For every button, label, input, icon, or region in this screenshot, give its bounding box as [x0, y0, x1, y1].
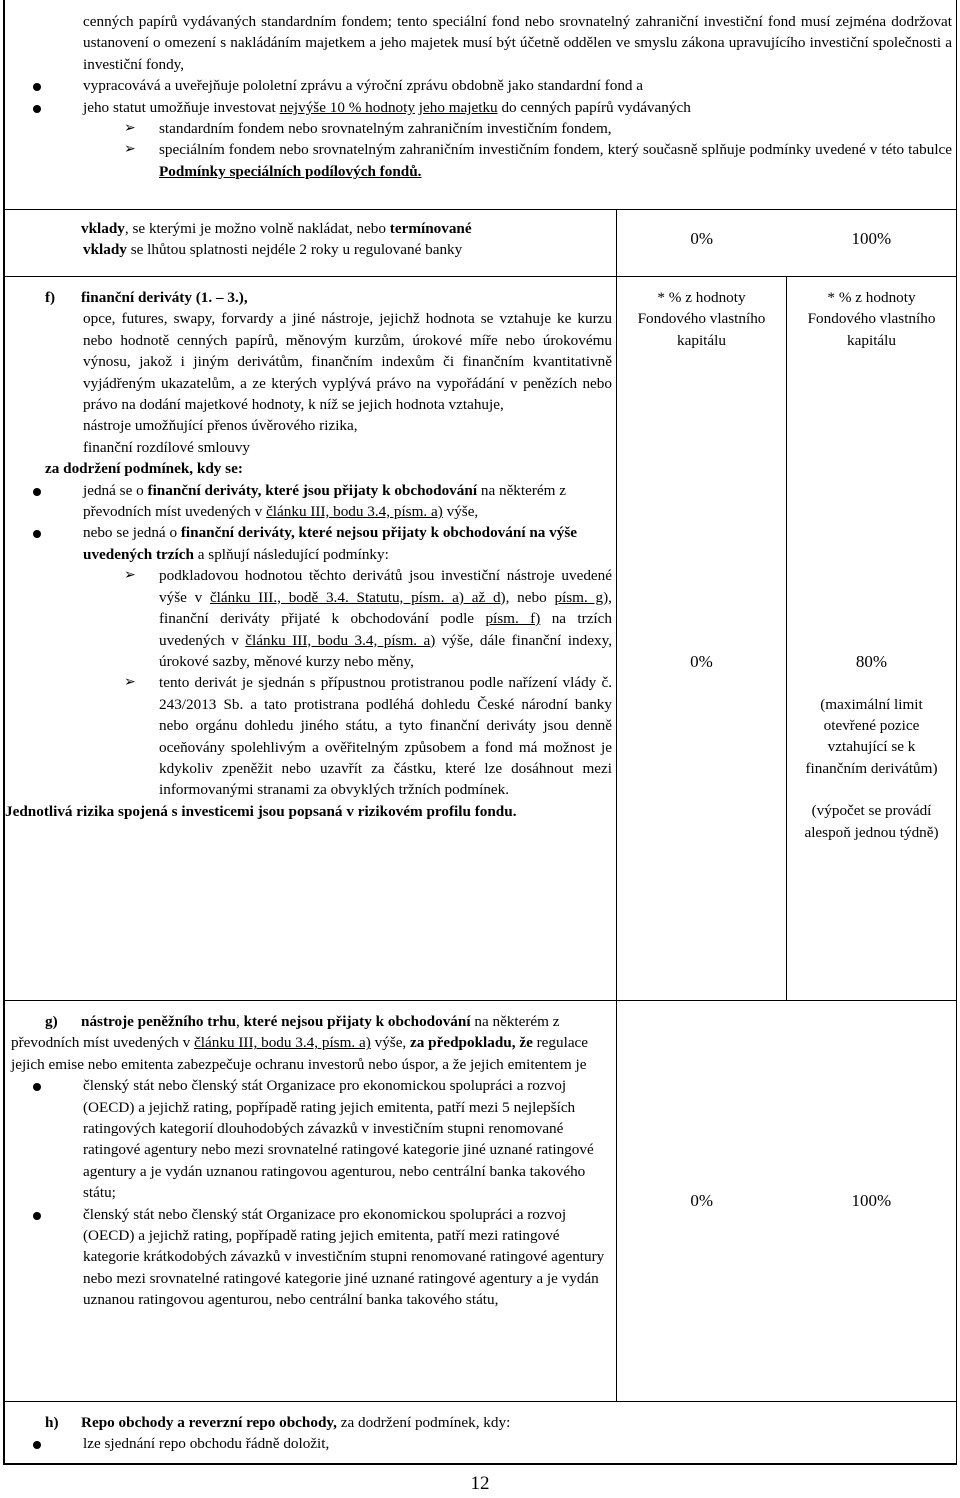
article-link[interactable]: písm. g), [554, 588, 612, 606]
list-item: nástroje umožňující přenos úvěrového rizika, [83, 417, 358, 435]
list-item: opce, futures, swapy, forvardy a jiné nástroje, jejichž hodnota se vztahuje ke kurzu nebo hodnotě cenných papírů, měnovým kurzům, úrokové míře nebo úrokovému výnosu, jakož i jiným derivátům, finančním indexům či finančním kvantitativně vyjádřeným ukazatelům, a ze kterých vyplývá právo na vypořádání v penězích nebo právo na dodání majetkové hodnoty, k níž se jejich hodnota vztahuje, [83, 310, 612, 414]
limit-min: 0% [690, 229, 714, 248]
special-funds-link[interactable]: Podmínky speciálních podílových fondů. [159, 162, 422, 180]
row-f-max-limit [787, 277, 957, 1001]
condition-bullets [11, 480, 612, 566]
arrow-bullet-icon: ➢ [124, 567, 136, 584]
row-h-description: h) Repo obchody a reverzní repo obchody, za dodržení podmínek, kdy: lze sjednání repo obchodu řádně doložit, [5, 1402, 957, 1464]
continuation-cell [5, 0, 957, 210]
list-item: ➢ standardním fondem nebo srovnatelným zahraničním investičním fondem, [124, 120, 612, 138]
limit-min: 0% [690, 1191, 714, 1211]
row-f-min-limit [617, 277, 787, 1001]
continuation-arrows [11, 118, 952, 182]
article-link[interactable]: písm. f) [485, 610, 541, 628]
underlined-reference: jeho majetku [418, 98, 498, 116]
list-item: členský stát nebo členský stát Organizace pro ekonomickou spolupráci a rozvoj (OECD) a jejichž rating, popřípadě rating jejich emitenta, patří mezi ratingové kategorie krátkodobých závazků v investičním stupni renomované ratingové agentury nebo mezi srovnatelné ratingové kategorie jiné uznané ratingové agentury a je vydán uznanou ratingovou agenturou, nebo centrální banka takového státu, [11, 1204, 612, 1311]
list-item: lze sjednání repo obchodu řádně doložit, [11, 1433, 952, 1454]
underlined-reference: nejvýše 10 % hodnoty [279, 98, 415, 116]
row-g-limits [617, 1001, 957, 1402]
limits-table [4, 0, 957, 1464]
bullet-icon [33, 83, 41, 91]
row-label [11, 218, 81, 239]
article-link[interactable]: článku III, bodu 3.4, písm. a) [194, 1034, 371, 1052]
bullet-icon [33, 1441, 41, 1449]
limits-table-frame [3, 0, 957, 1465]
continuation-bullets [11, 75, 952, 118]
bullet-icon [33, 530, 41, 538]
list-item: ➢ tento derivát je sjednán s přípustnou protistranou podle nařízení vlády č. 243/2013 Sb. a tato protistrana podléhá dohledu České národní banky nebo orgánu dohledu jiného státu, a tyto finanční deriváty jsou denně oceňovány spolehlivým a ověřitelným způsobem a fond má možnost je kdykoliv zpeněžit nebo uzavřít za částku, které lze dosáhnout mezi informovanými stranami za obvyklých tržních podmínek. [124, 674, 612, 799]
issuer-bullets [11, 1075, 612, 1310]
article-link[interactable]: článku III., bodě 3.4. Statutu, písm. a) až d), [209, 588, 510, 606]
bullet-icon [33, 1083, 41, 1091]
limit-note: * % z hodnoty Fondového vlastního kapitálu [637, 289, 766, 349]
list-item: vypracovává a uveřejňuje pololetní zprávu a výroční zprávu obdobně jako standardní fond a [11, 75, 952, 96]
row-label: f) [45, 289, 56, 306]
condition-arrows [11, 565, 612, 800]
list-item: finanční rozdílové smlouvy [83, 438, 251, 456]
limit-max: 100% [851, 1191, 892, 1211]
row-h [5, 1402, 957, 1464]
list-item: členský stát nebo členský stát Organizace pro ekonomickou spolupráci a rozvoj (OECD) a jejichž rating, popřípadě rating jejich emitenta, patří mezi 5 nejlepších ratingových kategorií dlouhodobých závazků v investičním stupni renomované ratingové agentury nebo mezi srovnatelné ratingové kategorie jiné uznané ratingové agentury a je vydán uznanou ratingovou agenturou, nebo centrální banka takového státu; [11, 1075, 612, 1203]
arrow-bullet-icon: ➢ [124, 141, 136, 158]
page-number: 12 [470, 1473, 490, 1494]
limit-max: 100% [851, 229, 892, 248]
list-item: jeho statut umožňuje investovat nejvýše 10 % hodnoty jeho majetku do cenných papírů vydávaných [11, 97, 952, 118]
condition-heading: za dodržení podmínek, kdy se: [45, 460, 243, 478]
limit-max: 80% [855, 652, 888, 672]
limit-min: 0% [690, 652, 713, 672]
limit-note: (maximální limit otevřené pozice vztahující se k finančním derivátům) [805, 695, 938, 777]
limit-note: (výpočet se provádí alespoň jednou týdně) [804, 802, 939, 841]
row-g [5, 1001, 957, 1402]
arrow-bullet-icon: ➢ [124, 120, 136, 137]
article-link[interactable]: článku III, bodu 3.4, písm. a) [245, 631, 436, 649]
row-f-description [5, 277, 617, 1001]
row-e [5, 210, 957, 277]
row-e-description: vklady, se kterými je možno volně nakládat, nebo termínované vklady se lhůtou splatnosti nejdéle 2 roky u regulované banky [5, 210, 617, 277]
limit-note: * % z hodnoty Fondového vlastního kapitálu [807, 289, 936, 349]
bullet-icon [33, 488, 41, 496]
bullet-icon [33, 105, 41, 113]
list-item: ➢ speciálním fondem nebo srovnatelným zahraničním investičním fondem, který současně splňuje podmínky uvedené v této tabulce Podmínky speciálních podílových fondů. [124, 141, 953, 180]
row-g-description: g) nástroje peněžního trhu, které nejsou přijaty k obchodování na některém z převodních míst uvedených v článku III, bodu 3.4, písm. a) výše, za předpokladu, že regulace jejich emise nebo emitenta zabezpečuje ochranu investorů nebo úspor, a že jejich emitentem je členský stát nebo členský stát Organizace pro ekonomickou spolupráci a rozvoj (OECD) a jejichž rating, popřípadě rating jejich emitenta, patří mezi 5 nejlepších ratingových kategorií dlouhodobých závazků v investičním stupni renomované ratingové agentury nebo mezi srovnatelné ratingové kategorie jiné uznané ratingové agentury a je vydán uznanou ratingovou agenturou, nebo centrální banka takového státu; členský stát nebo členský stát Organizace pro ekonomickou spolupráci a rozvoj (OECD) a jejichž rating, popřípadě rating jejich emitenta, patří mezi ratingové kategorie krátkodobých závazků v investičním stupni renomované ratingové agentury nebo mezi srovnatelné ratingové kategorie jiné uznané ratingové agentury a je vydán uznanou ratingovou agenturou, nebo centrální banka takového státu, [5, 1001, 617, 1402]
list-item: nebo se jedná o finanční deriváty, které nejsou přijaty k obchodování na výše uvedených trzích a splňují následující podmínky: [11, 522, 612, 565]
article-link[interactable]: článku III, bodu 3.4, písm. a) [266, 503, 443, 521]
list-item: jedná se o finanční deriváty, které jsou přijaty k obchodování na některém z převodních míst uvedených v článku III, bodu 3.4, písm. a) výše, [11, 480, 612, 523]
row-label: h) [45, 1414, 59, 1431]
row-f [5, 277, 957, 1001]
row-title: finanční deriváty (1. – 3.), [81, 289, 248, 306]
continuation-paragraph: cenných papírů vydávaných standardním fondem; tento speciální fond nebo srovnatelný zahraniční investiční fond musí zejména dodržovat ustanovení o omezení s nakládáním majetkem a jeho majetek musí být účetně oddělen ve smyslu zákona upravujícího investiční společnosti a investiční fondy, [83, 13, 953, 73]
risk-note: Jednotlivá rizika spojená s investicemi jsou popsaná v rizikovém profilu fondu. [5, 802, 517, 820]
row-continuation [5, 0, 957, 210]
row-e-limits [617, 210, 957, 277]
row-label: g) [45, 1013, 58, 1030]
list-item: ➢ podkladovou hodnotou těchto derivátů jsou investiční nástroje uvedené výše v článku III., bodě 3.4. Statutu, písm. a) až d), nebo písm. g), finanční deriváty přijaté k obchodování podle písm. f) na trzích uvedených v článku III, bodu 3.4, písm. a) výše, dále finanční indexy, úrokové sazby, měnové kurzy nebo měny, [124, 567, 612, 670]
arrow-bullet-icon: ➢ [124, 674, 136, 691]
bullet-icon [33, 1212, 41, 1220]
